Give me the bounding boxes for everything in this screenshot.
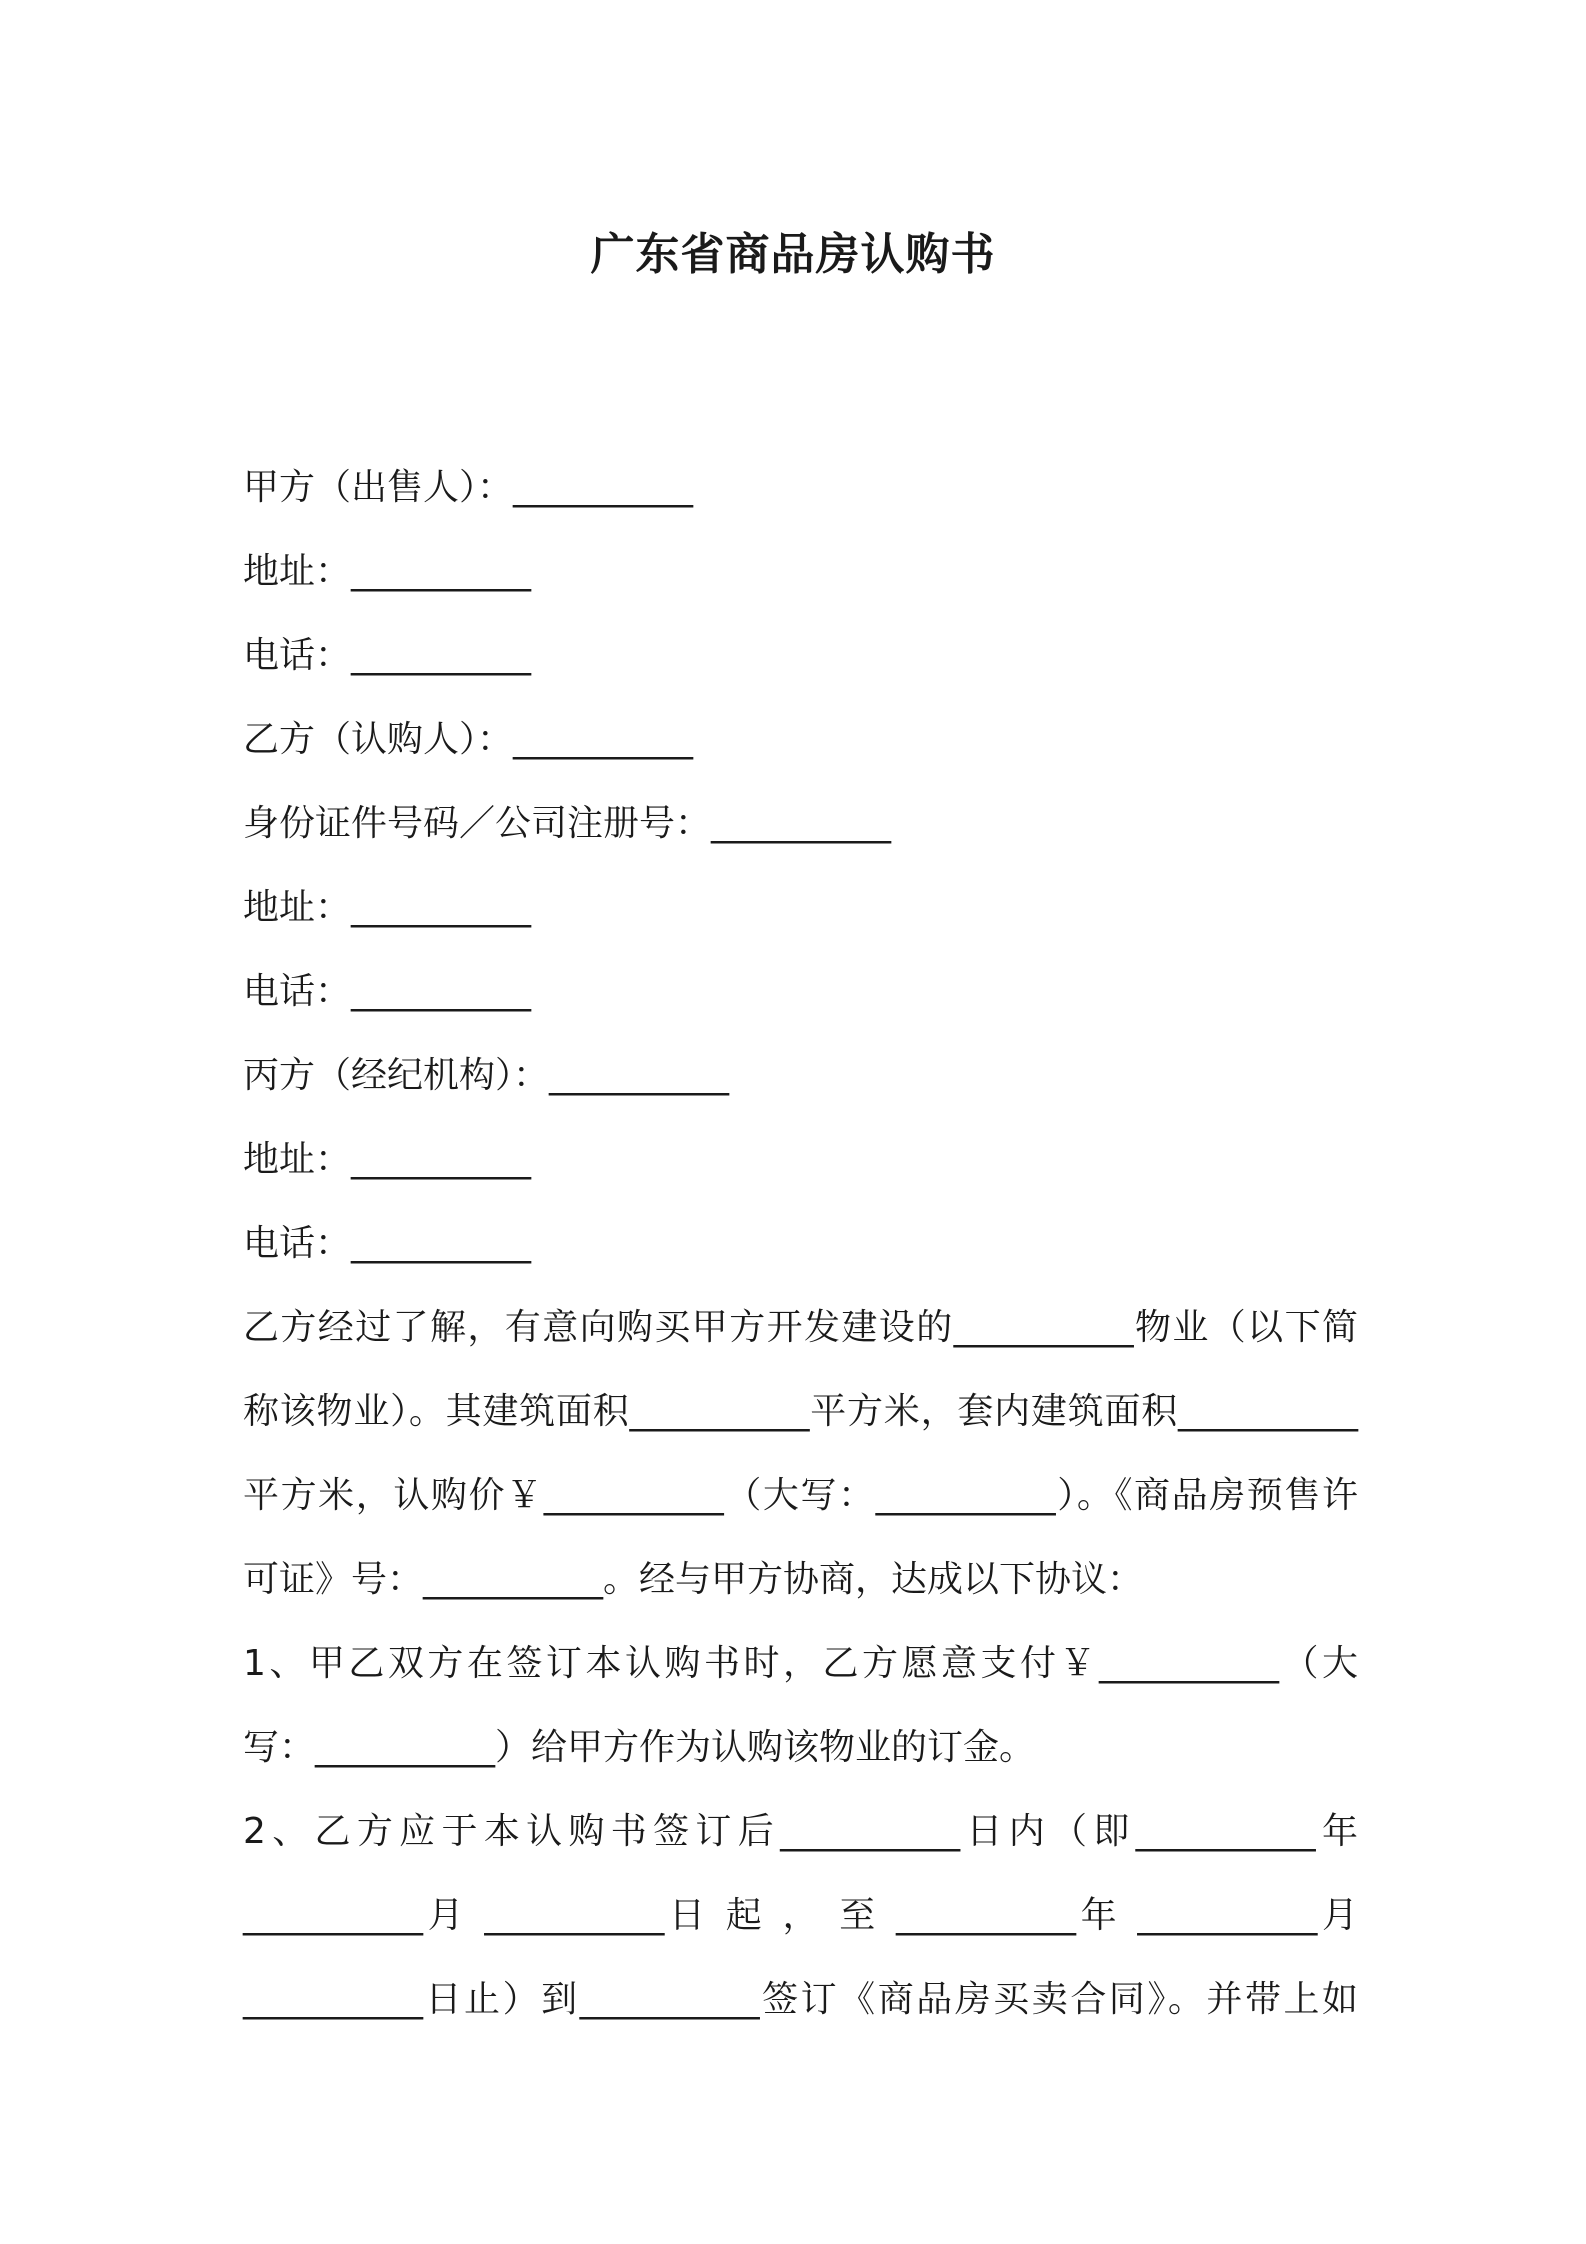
party-c-agency-line: 丙方（经纪机构）：__________ bbox=[243, 1055, 730, 1096]
party-c-phone-line: 电话：__________ bbox=[243, 1223, 532, 1264]
clause-2-line-2: __________月 __________日 起 ， 至 __________年 __________月 bbox=[243, 1895, 1358, 1936]
clause-2-line-1: 2、乙方应于本认购书签订后__________日内（即__________年 bbox=[243, 1811, 1358, 1852]
party-c-address-line: 地址：__________ bbox=[243, 1139, 532, 1180]
party-b-buyer-line: 乙方（认购人）：__________ bbox=[243, 719, 694, 760]
party-b-id-number-line: 身份证件号码／公司注册号：__________ bbox=[243, 803, 892, 844]
party-a-seller-line: 甲方（出售人）：__________ bbox=[243, 467, 694, 508]
intro-paragraph-line-3: 平方米，认购价￥__________（大写：__________）。《商品房预售许 bbox=[243, 1475, 1358, 1516]
party-b-address-line: 地址：__________ bbox=[243, 887, 532, 928]
party-b-phone-line: 电话：__________ bbox=[243, 971, 532, 1012]
clause-1-line-2: 写：__________）给甲方作为认购该物业的订金。 bbox=[243, 1727, 1036, 1768]
intro-paragraph-line-1: 乙方经过了解，有意向购买甲方开发建设的__________物业（以下简 bbox=[243, 1307, 1358, 1348]
document-body bbox=[243, 446, 1358, 2042]
intro-paragraph-line-4: 可证》号：__________。经与甲方协商，达成以下协议： bbox=[243, 1559, 1144, 1600]
document-title: 广东省商品房认购书 bbox=[590, 229, 996, 280]
party-a-address-line: 地址：__________ bbox=[243, 551, 532, 592]
clause-1-line-1: 1、甲乙双方在签订本认购书时，乙方愿意支付￥__________（大 bbox=[243, 1643, 1358, 1684]
intro-paragraph-line-2: 称该物业）。其建筑面积__________平方米，套内建筑面积__________ bbox=[243, 1391, 1358, 1432]
party-a-phone-line: 电话：__________ bbox=[243, 635, 532, 676]
clause-2-line-3: __________日止）到__________签订《商品房买卖合同》。并带上如 bbox=[243, 1979, 1358, 2020]
